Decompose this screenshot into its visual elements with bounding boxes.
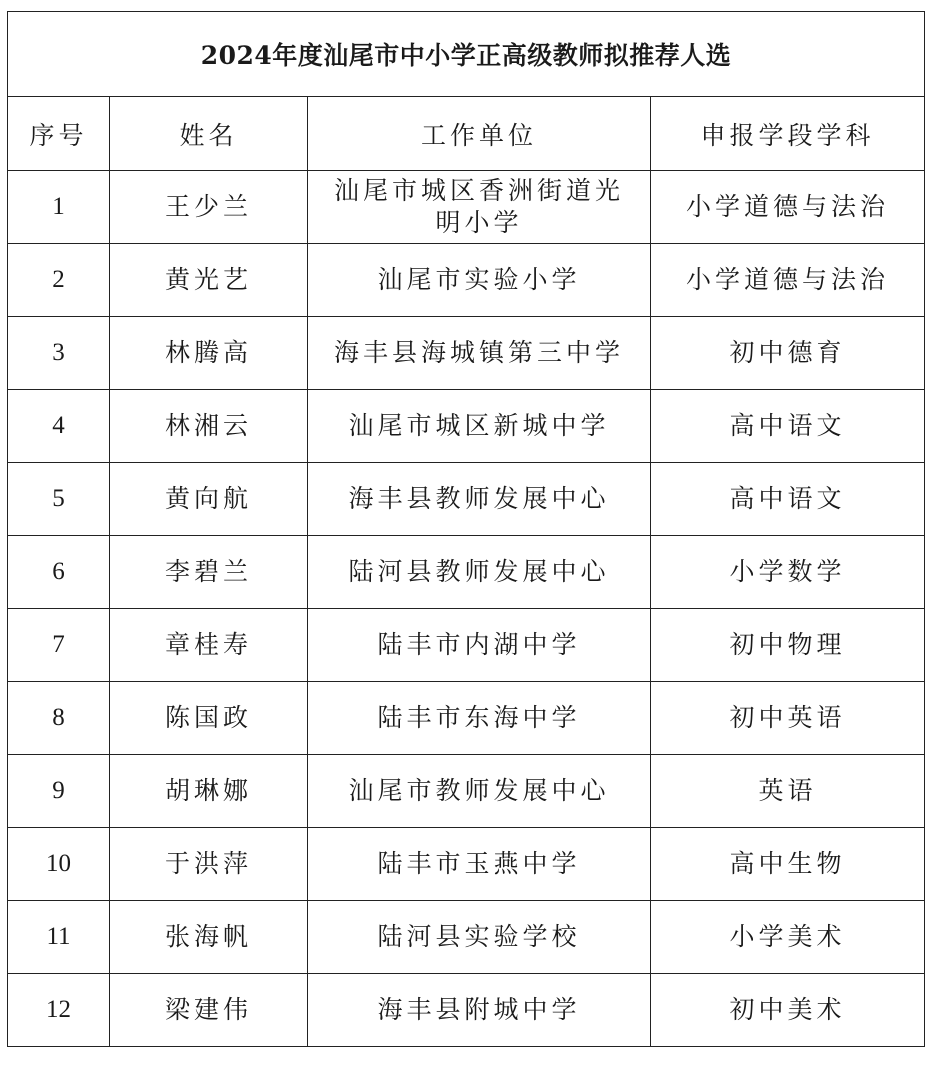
table-row: [8, 828, 925, 901]
cell-name: 章桂寿: [110, 609, 308, 682]
header-no: 序号: [8, 97, 110, 171]
cell-name: 陈国政: [110, 682, 308, 755]
cell-name: 黄光艺: [110, 244, 308, 317]
table-row: [8, 390, 925, 463]
header-name: 姓名: [110, 97, 308, 171]
cell-unit: 汕尾市实验小学: [308, 244, 651, 317]
cell-no: 7: [8, 609, 110, 682]
cell-unit: 陆河县教师发展中心: [308, 536, 651, 609]
cell-name: 于洪萍: [110, 828, 308, 901]
cell-unit: 陆丰市玉燕中学: [308, 828, 651, 901]
table-row: [8, 171, 925, 244]
cell-name: 李碧兰: [110, 536, 308, 609]
cell-subject: 初中英语: [651, 682, 925, 755]
cell-name: 林腾高: [110, 317, 308, 390]
table-row: [8, 682, 925, 755]
document-sheet: [7, 11, 924, 1059]
cell-subject: 初中德育: [651, 317, 925, 390]
cell-no: 3: [8, 317, 110, 390]
cell-name: 张海帆: [110, 901, 308, 974]
cell-no: 9: [8, 755, 110, 828]
cell-unit: 汕尾市教师发展中心: [308, 755, 651, 828]
header-subject: 申报学段学科: [651, 97, 925, 171]
table-row: [8, 244, 925, 317]
cell-unit: 海丰县附城中学: [308, 974, 651, 1047]
table-row: [8, 609, 925, 682]
cell-unit: 陆河县实验学校: [308, 901, 651, 974]
table-row: [8, 755, 925, 828]
cell-unit: 海丰县海城镇第三中学: [308, 317, 651, 390]
cell-name: 胡琳娜: [110, 755, 308, 828]
cell-subject: 高中语文: [651, 463, 925, 536]
cell-name: 梁建伟: [110, 974, 308, 1047]
table-row: [8, 974, 925, 1047]
cell-subject: 高中语文: [651, 390, 925, 463]
table-row: [8, 317, 925, 390]
cell-no: 4: [8, 390, 110, 463]
cell-unit: 陆丰市内湖中学: [308, 609, 651, 682]
cell-name: 黄向航: [110, 463, 308, 536]
cell-no: 12: [8, 974, 110, 1047]
cell-no: 6: [8, 536, 110, 609]
cell-name: 林湘云: [110, 390, 308, 463]
cell-subject: 初中美术: [651, 974, 925, 1047]
table-row: [8, 536, 925, 609]
cell-subject: 小学道德与法治: [651, 171, 925, 244]
cell-no: 10: [8, 828, 110, 901]
cell-no: 5: [8, 463, 110, 536]
cell-no: 11: [8, 901, 110, 974]
cell-subject: 高中生物: [651, 828, 925, 901]
header-unit: 工作单位: [308, 97, 651, 171]
cell-unit: 陆丰市东海中学: [308, 682, 651, 755]
table-row: [8, 463, 925, 536]
cell-subject: 初中物理: [651, 609, 925, 682]
recommendation-table: [7, 11, 925, 1047]
cell-subject: 英语: [651, 755, 925, 828]
cell-subject: 小学美术: [651, 901, 925, 974]
cell-no: 8: [8, 682, 110, 755]
cell-subject: 小学数学: [651, 536, 925, 609]
cell-subject: 小学道德与法治: [651, 244, 925, 317]
table-row: [8, 901, 925, 974]
cell-unit: 汕尾市城区新城中学: [308, 390, 651, 463]
header-row: [8, 97, 925, 171]
table-title: 2024年度汕尾市中小学正高级教师拟推荐人选: [8, 12, 925, 97]
cell-no: 1: [8, 171, 110, 244]
cell-unit: 汕尾市城区香洲街道光明小学: [308, 171, 651, 244]
cell-name: 王少兰: [110, 171, 308, 244]
cell-unit: 海丰县教师发展中心: [308, 463, 651, 536]
title-row: [8, 12, 925, 97]
cell-no: 2: [8, 244, 110, 317]
